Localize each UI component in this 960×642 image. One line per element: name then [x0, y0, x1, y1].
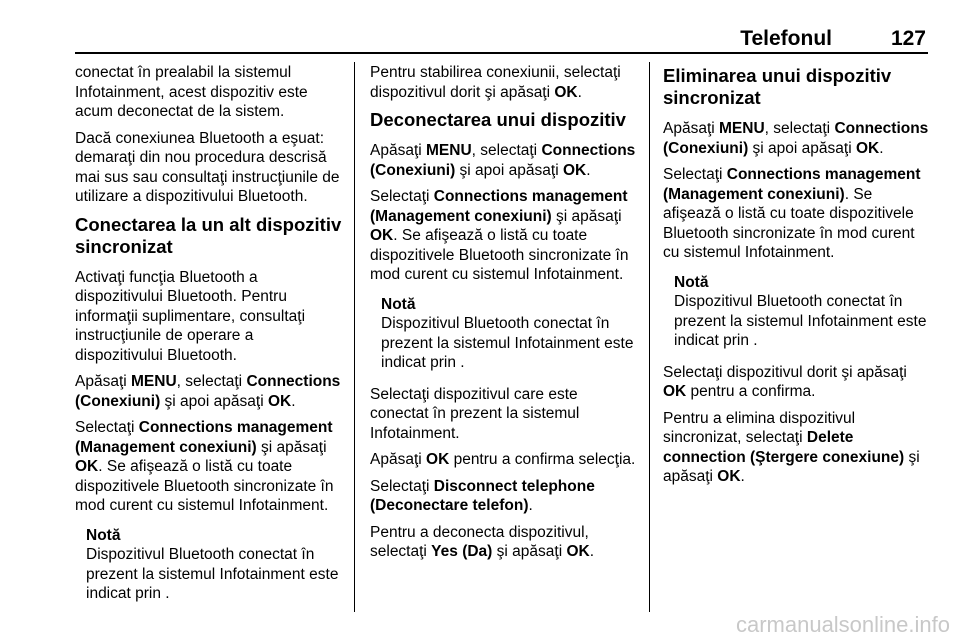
note-box — [381, 295, 638, 373]
paragraph: Selectaţi Connections management (Management conexiuni). Se afişează o listă cu toate dispozitivele Bluetooth sincronizate în mod curent cu sistemul Infotainment. — [663, 166, 921, 261]
paragraph: Apăsaţi MENU, selectaţi Connections (Conexiuni) şi apoi apăsaţi OK. — [370, 142, 636, 179]
note-title: Notă — [86, 526, 121, 544]
note-text: Dispozitivul Bluetooth conectat în prezent la sistemul Infotainment este indicat prin . — [674, 293, 927, 349]
paragraph: Activaţi funcţia Bluetooth a dispozitivului Bluetooth. Pentru informaţii suplimentare, consultaţi instrucţiunile de operare a dispozitivului Bluetooth. — [75, 268, 306, 364]
note-title: Notă — [381, 295, 416, 313]
paragraph: Selectaţi dispozitivul dorit şi apăsaţi OK pentru a confirma. — [663, 363, 907, 400]
watermark: carmanualsonline.info — [735, 612, 950, 637]
paragraph: Apăsaţi OK pentru a confirma selecţia. — [370, 451, 636, 468]
column-3 — [663, 63, 931, 494]
note-box — [86, 526, 343, 604]
section-heading: Conectarea la un alt dispozitiv sincronizat — [75, 213, 342, 257]
paragraph: Selectaţi dispozitivul care este conectat în prezent la sistemul Infotainment. — [370, 385, 580, 442]
note-title: Notă — [674, 273, 709, 291]
paragraph: Selectaţi Connections management (Management conexiuni) şi apăsaţi OK. Se afişează o listă cu toate dispozitivele Bluetooth sincronizate în mod curent cu sistemul Infotainment. — [75, 419, 334, 514]
paragraph: Pentru a deconecta dispozitivul, selectaţi Yes (Da) şi apăsaţi OK. — [370, 523, 595, 560]
chapter-title: Telefonul — [740, 27, 832, 50]
page-header — [75, 0, 928, 54]
column-divider — [649, 62, 650, 612]
paragraph: Apăsaţi MENU, selectaţi Connections (Conexiuni) şi apoi apăsaţi OK. — [75, 373, 341, 410]
paragraph: Selectaţi Disconnect telephone (Deconectare telefon). — [370, 477, 595, 514]
note-text: Dispozitivul Bluetooth conectat în prezent la sistemul Infotainment este indicat prin . — [381, 315, 634, 371]
paragraph: Apăsaţi MENU, selectaţi Connections (Conexiuni) şi apoi apăsaţi OK. — [663, 120, 929, 157]
section-heading: Eliminarea unui dispozitiv sincronizat — [663, 65, 892, 108]
paragraph: conectat în prealabil la sistemul Infotainment, acest dispozitiv este acum deconectat de la sistem. — [75, 64, 308, 120]
paragraph: Pentru a elimina dispozitivul sincronizat, selectaţi Delete connection (Ştergere conexiune) şi apăsaţi OK. — [663, 409, 920, 485]
section-heading: Deconectarea unui dispozitiv — [370, 109, 626, 130]
note-box — [674, 273, 931, 351]
paragraph: Dacă conexiunea Bluetooth a eşuat: demaraţi din nou procedura descrisă mai sus sau consultaţi instrucţiunile de utilizare a dispozitivului Bluetooth. — [75, 129, 340, 205]
column-2 — [370, 63, 638, 569]
note-text: Dispozitivul Bluetooth conectat în prezent la sistemul Infotainment este indicat prin . — [86, 546, 339, 602]
paragraph: Selectaţi Connections management (Management conexiuni) şi apăsaţi OK. Se afişează o listă cu toate dispozitivele Bluetooth sincronizate în mod curent cu sistemul Infotainment. — [370, 188, 629, 283]
paragraph: Pentru stabilirea conexiunii, selectaţi dispozitivul dorit şi apăsaţi OK. — [370, 64, 621, 101]
column-divider — [354, 62, 355, 612]
column-1 — [75, 63, 343, 616]
page-number: 127 — [890, 27, 926, 50]
